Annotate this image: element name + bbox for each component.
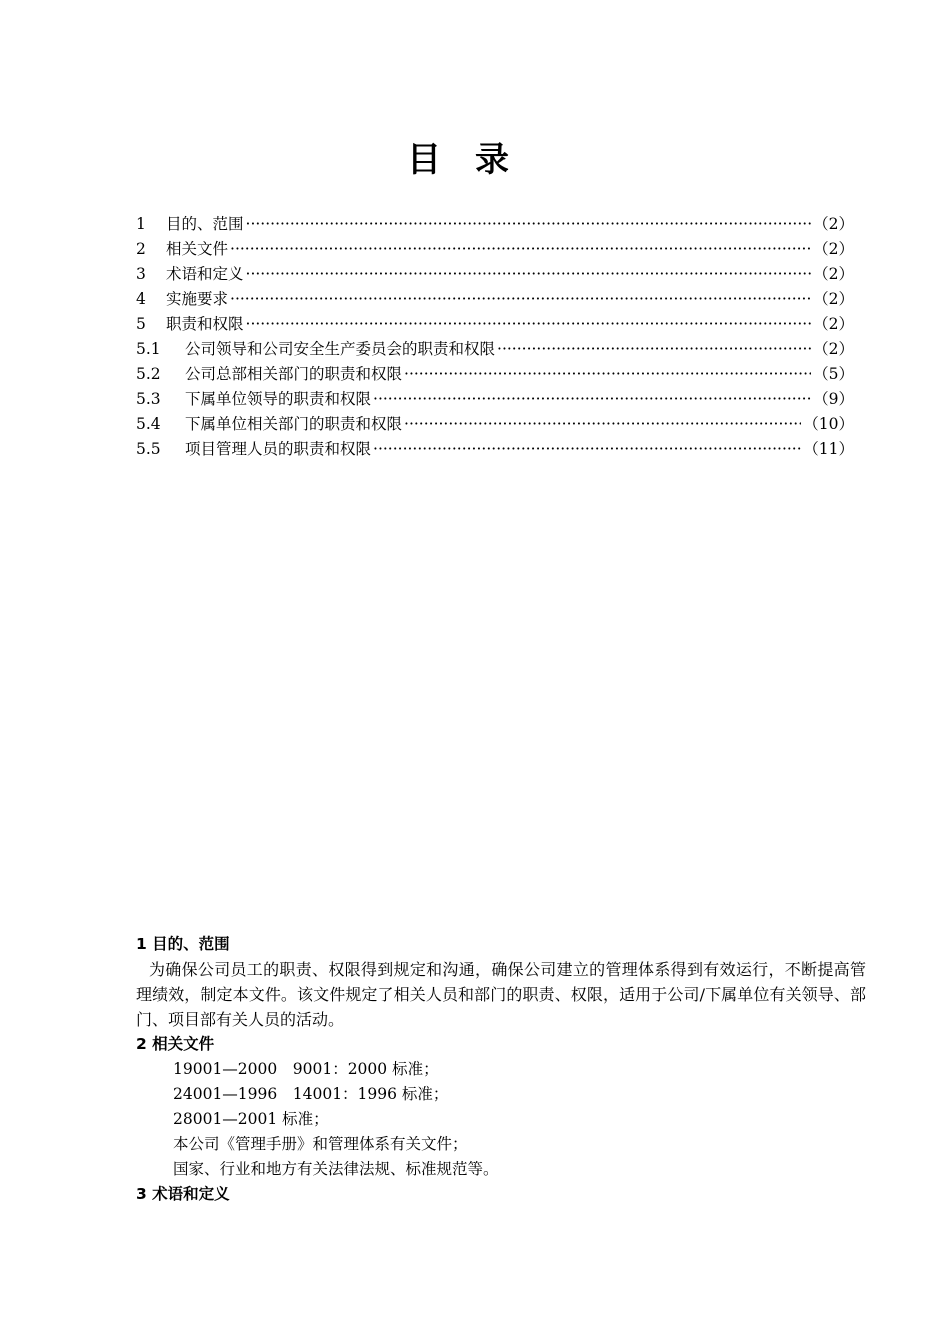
toc-entry-label: 下属单位相关部门的职责和权限 — [185, 415, 403, 433]
toc-leader-dots — [373, 437, 801, 462]
section-heading: 1 目的、范围 — [136, 935, 230, 953]
section-heading: 2 相关文件 — [136, 1035, 215, 1053]
toc-leader-dots — [373, 387, 811, 412]
toc-entry-label: 术语和定义 — [166, 265, 244, 283]
toc-entry-number: 2 — [136, 240, 146, 258]
section-purpose-scope — [136, 932, 866, 1032]
toc-entry-label: 项目管理人员的职责和权限 — [185, 440, 372, 458]
table-of-contents — [136, 212, 854, 462]
toc-entry-number: 5.2 — [136, 365, 161, 383]
toc-entry-number: 5 — [136, 315, 146, 333]
section-heading-terms: 3 术语和定义 — [136, 1185, 230, 1203]
section-paragraph: 为确保公司员工的职责、权限得到规定和沟通，确保公司建立的管理体系得到有效运行，不断提高管理绩效，制定本文件。该文件规定了相关人员和部门的职责、权限，适用于公司/下属单位有关领导、部门、项目部有关人员的活动。 — [136, 960, 866, 1029]
reference-item: 24001—1996 14001：1996 标准； — [173, 1085, 449, 1103]
toc-title: 目录 — [407, 140, 543, 180]
toc-entry-page: （2） — [813, 215, 854, 233]
toc-entry-page: （5） — [813, 365, 854, 383]
toc-entry-page: （2） — [813, 265, 854, 283]
toc-entry-label: 职责和权限 — [166, 315, 244, 333]
toc-entry-page: （2） — [813, 240, 854, 258]
toc-entry[interactable] — [136, 212, 854, 237]
toc-subentry[interactable] — [136, 337, 854, 362]
toc-leader-dots — [246, 312, 812, 337]
toc-subentry[interactable] — [136, 437, 854, 462]
toc-leader-dots — [404, 412, 801, 437]
toc-entry-label: 公司领导和公司安全生产委员会的职责和权限 — [185, 340, 496, 358]
toc-leader-dots — [246, 212, 812, 237]
toc-entry-number: 5.1 — [136, 340, 161, 358]
toc-leader-dots — [246, 262, 812, 287]
toc-subentry[interactable] — [136, 412, 854, 437]
reference-item: 国家、行业和地方有关法律法规、标准规范等。 — [173, 1160, 499, 1178]
toc-subentry[interactable] — [136, 387, 854, 412]
toc-entry-label: 目的、范围 — [166, 215, 244, 233]
toc-entry-label: 相关文件 — [166, 240, 229, 258]
toc-entry[interactable] — [136, 237, 854, 262]
toc-entry-page: （11） — [803, 440, 854, 458]
reference-list — [136, 1057, 866, 1182]
toc-leader-dots — [230, 287, 811, 312]
toc-entry[interactable] — [136, 262, 854, 287]
toc-entry[interactable] — [136, 312, 854, 337]
toc-entry-page: （2） — [813, 340, 854, 358]
toc-leader-dots — [497, 337, 811, 362]
toc-entry-number: 5.5 — [136, 440, 161, 458]
section-related-documents — [136, 1032, 866, 1207]
reference-item: 本公司《管理手册》和管理体系有关文件； — [173, 1135, 468, 1153]
toc-entry-label: 下属单位领导的职责和权限 — [185, 390, 372, 408]
toc-entry-label: 实施要求 — [166, 290, 229, 308]
toc-entry-page: （10） — [803, 415, 854, 433]
toc-entry-label: 公司总部相关部门的职责和权限 — [185, 365, 403, 383]
toc-entry-page: （2） — [813, 315, 854, 333]
toc-entry-number: 3 — [136, 265, 146, 283]
toc-entry-number: 1 — [136, 215, 146, 233]
toc-entry[interactable] — [136, 287, 854, 312]
toc-entry-number: 5.4 — [136, 415, 161, 433]
toc-entry-page: （9） — [813, 390, 854, 408]
toc-leader-dots — [230, 237, 811, 262]
toc-leader-dots — [404, 362, 811, 387]
toc-subentry[interactable] — [136, 362, 854, 387]
reference-item: 19001—2000 9001：2000 标准； — [173, 1060, 439, 1078]
toc-entry-page: （2） — [813, 290, 854, 308]
reference-item: 28001—2001 标准； — [173, 1110, 329, 1128]
toc-entry-number: 5.3 — [136, 390, 161, 408]
toc-entry-number: 4 — [136, 290, 146, 308]
